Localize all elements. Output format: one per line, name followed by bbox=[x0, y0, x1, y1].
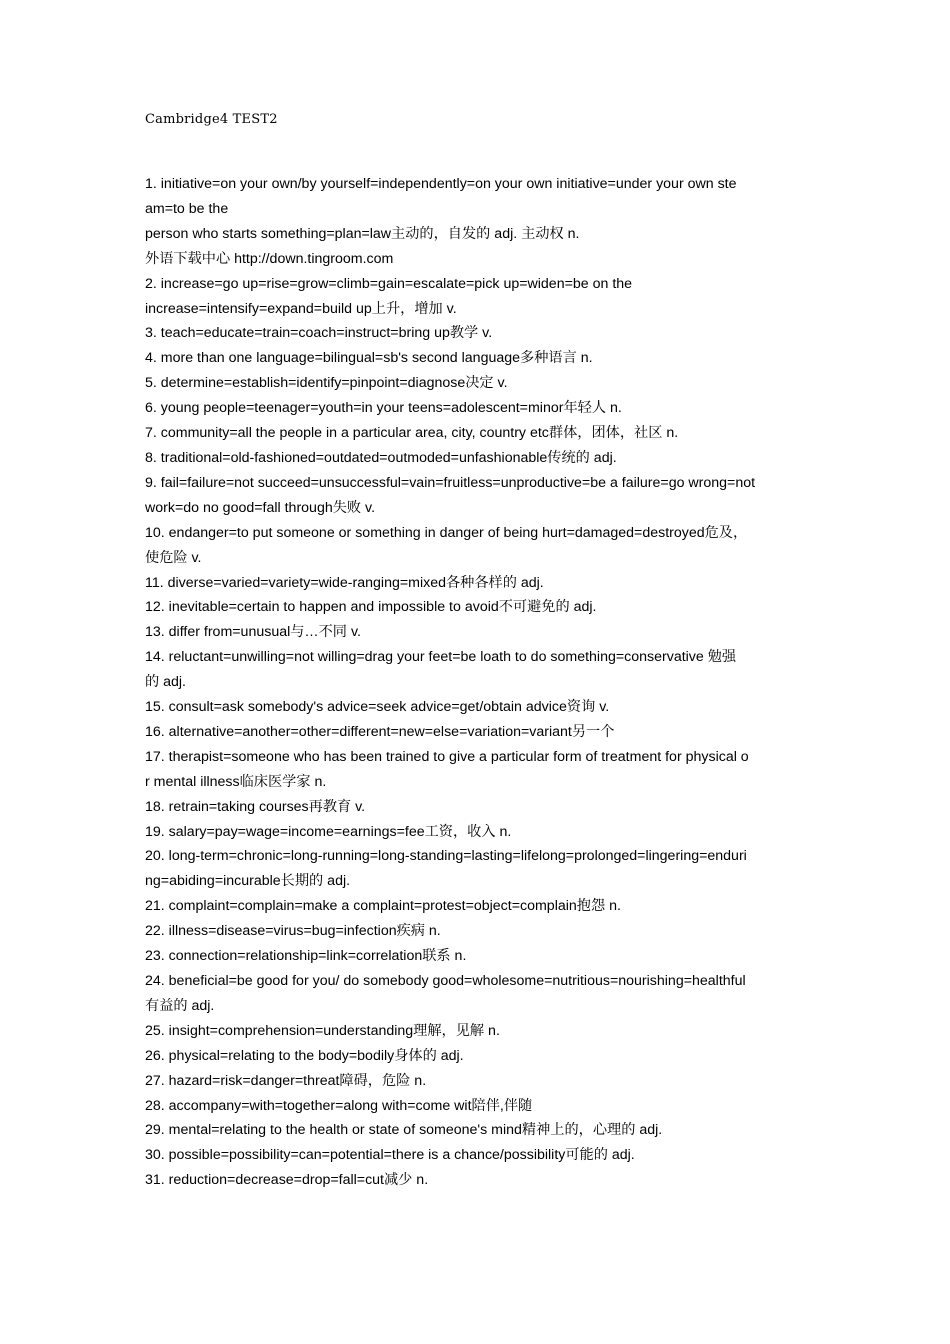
text-line: 18. retrain=taking courses再教育 v. bbox=[145, 798, 366, 815]
text-line: 11. diverse=varied=variety=wide-ranging=mixed各种各样的 adj. bbox=[145, 574, 544, 591]
text-line: 9. fail=failure=not succeed=unsuccessful=vain=fruitless=unproductive=be a failure=go wrong=not bbox=[145, 474, 756, 491]
text-line: 3. teach=educate=train=coach=instruct=bring up教学 v. bbox=[145, 325, 493, 342]
text-line: 20. long-term=chronic=long-running=long-standing=lasting=lifelong=prolonged=lingering=enduri bbox=[145, 848, 747, 865]
text-line: 21. complaint=complain=make a complaint=protest=object=complain抱怨 n. bbox=[145, 898, 621, 915]
text-line: 19. salary=pay=wage=income=earnings=fee工资，收入 n. bbox=[145, 823, 512, 840]
text-line: 4. more than one language=bilingual=sb's second language多种语言 n. bbox=[145, 350, 593, 367]
text-line: 23. connection=relationship=link=correlation联系 n. bbox=[145, 948, 467, 965]
text-line: 13. differ from=unusual与…不同 v. bbox=[145, 624, 361, 641]
text-line: 7. community=all the people in a particular area, city, country etc群体，团体，社区 n. bbox=[145, 425, 679, 442]
text-line: 10. endanger=to put someone or something in danger of being hurt=damaged=destroyed危及， bbox=[145, 524, 748, 541]
document-title: Cambridge4 TEST2 bbox=[145, 112, 278, 127]
text-line: 2. increase=go up=rise=grow=climb=gain=escalate=pick up=widen=be on the bbox=[145, 275, 633, 292]
text-line: 12. inevitable=certain to happen and impossible to avoid不可避免的 adj. bbox=[145, 599, 597, 616]
text-line: 30. possible=possibility=can=potential=there is a chance/possibility可能的 adj. bbox=[145, 1147, 635, 1164]
text-line: am=to be the bbox=[145, 200, 229, 217]
text-line: 25. insight=comprehension=understanding理解，见解 n. bbox=[145, 1022, 500, 1039]
text-line: increase=intensify=expand=build up上升，增加 v. bbox=[145, 300, 457, 317]
text-line: work=do no good=fall through失败 v. bbox=[145, 499, 376, 516]
text-line: 31. reduction=decrease=drop=fall=cut减少 n. bbox=[145, 1172, 429, 1189]
text-line: 28. accompany=with=together=along with=come wit陪伴,伴随 bbox=[145, 1097, 533, 1114]
text-line: 5. determine=establish=identify=pinpoint=diagnose决定 v. bbox=[145, 375, 508, 392]
text-line: person who starts something=plan=law主动的，自发的 adj. 主动权 n. bbox=[145, 225, 580, 242]
text-line: 17. therapist=someone who has been trained to give a particular form of treatment for physical o bbox=[145, 748, 749, 765]
text-line: 15. consult=ask somebody's advice=seek advice=get/obtain advice资询 v. bbox=[145, 699, 610, 716]
text-line: r mental illness临床医学家 n. bbox=[145, 773, 327, 790]
text-line: 16. alternative=another=other=different=new=else=variation=variant另一个 bbox=[145, 723, 615, 740]
text-line: 26. physical=relating to the body=bodily身体的 adj. bbox=[145, 1047, 464, 1064]
text-line: 外语下载中心 http://down.tingroom.com bbox=[145, 250, 394, 267]
text-line: 27. hazard=risk=danger=threat障碍，危险 n. bbox=[145, 1072, 427, 1089]
text-line: 14. reluctant=unwilling=not willing=drag your feet=be loath to do something=conservative 勉强 bbox=[145, 649, 737, 666]
text-line: 24. beneficial=be good for you/ do somebody good=wholesome=nutritious=nourishing=healthful bbox=[145, 973, 746, 989]
text-line: ng=abiding=incurable长期的 adj. bbox=[145, 873, 351, 890]
vocabulary-list bbox=[145, 172, 811, 1193]
text-line: 使危险 v. bbox=[145, 549, 202, 566]
text-line: 29. mental=relating to the health or state of someone's mind精神上的，心理的 adj. bbox=[145, 1122, 663, 1139]
text-line: 有益的 adj. bbox=[145, 997, 215, 1014]
text-line: 8. traditional=old-fashioned=outdated=outmoded=unfashionable传统的 adj. bbox=[145, 449, 617, 466]
text-line: 的 adj. bbox=[145, 674, 187, 691]
text-line: 1. initiative=on your own/by yourself=independently=on your own initiative=under your own ste bbox=[145, 176, 737, 192]
text-line: 22. illness=disease=virus=bug=infection疾病 n. bbox=[145, 923, 441, 940]
text-line: 6. young people=teenager=youth=in your teens=adolescent=minor年轻人 n. bbox=[145, 400, 622, 417]
